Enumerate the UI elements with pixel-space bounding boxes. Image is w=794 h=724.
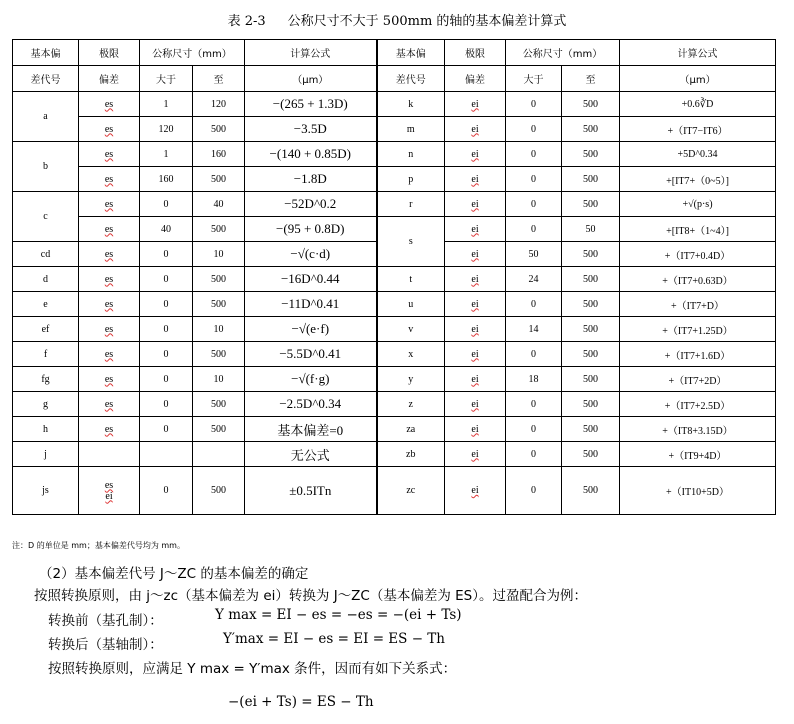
header-dev-2: 偏差 [79,66,140,92]
cell-from: 0 [140,342,193,367]
cell-formula: −2.5D^0.34 [245,392,377,417]
final-equation: −(ei + Ts) = ES − Th [228,694,374,710]
cell-deviation: ei [445,192,506,217]
table-row [13,467,776,515]
cell-deviation: ei [445,242,506,267]
cell-deviation: ei [445,317,506,342]
cell-to: 500 [562,342,620,367]
cell-code: u [377,292,445,317]
table-row [13,167,776,192]
cell-to: 120 [193,92,245,117]
cell-formula: +（IT9+4D） [620,442,776,467]
header-to-r: 至 [562,66,620,92]
cell-from: 0 [140,292,193,317]
cell-code: c [13,192,79,242]
cell-formula: −5.5D^0.41 [245,342,377,367]
paragraph-2: 按照转换原则，应满足 Y max = Y′max 条件，因而有如下关系式： [48,661,457,677]
cell-code: t [377,267,445,292]
cell-to: 10 [193,367,245,392]
cell-deviation: es [79,192,140,217]
cell-code: ef [13,317,79,342]
cell-deviation: es [79,267,140,292]
cell-formula: −(95 + 0.8D) [245,217,377,242]
header-unit-r: （μm） [620,66,776,92]
header-size: 公称尺寸（mm） [140,40,245,66]
cell-code: d [13,267,79,292]
cell-deviation: es [79,417,140,442]
table-row [13,92,776,117]
cell-deviation: ei [445,367,506,392]
section-title: （2）基本偏差代号 J～ZC 的基本偏差的确定 [39,566,309,582]
header-formula: 计算公式 [245,40,377,66]
cell-formula: −(265 + 1.3D) [245,92,377,117]
cell-from: 0 [506,117,562,142]
cell-to: 500 [562,417,620,442]
cell-to: 500 [193,267,245,292]
table-body [13,92,776,515]
cell-formula: +[IT8+（1~4）] [620,217,776,242]
cell-formula: +（IT7+0.63D） [620,267,776,292]
cell-deviation: es [79,317,140,342]
cell-deviation: ei [445,92,506,117]
cell-formula: +（IT7+1.6D） [620,342,776,367]
cell-to: 50 [562,217,620,242]
before-label: 转换前（基孔制）： [48,613,163,629]
cell-to [193,442,245,467]
after-label: 转换后（基轴制）： [48,637,163,653]
cell-to: 500 [193,392,245,417]
cell-code: n [377,142,445,167]
cell-code: r [377,192,445,217]
header-code-2-r: 差代号 [377,66,445,92]
cell-to: 500 [193,167,245,192]
cell-code: e [13,292,79,317]
cell-formula: +（IT7+0.4D） [620,242,776,267]
header-size-r: 公称尺寸（mm） [506,40,620,66]
table-row [13,317,776,342]
table-row [13,392,776,417]
cell-from: 14 [506,317,562,342]
header-code-2: 差代号 [13,66,79,92]
header-dev-r: 极限 [445,40,506,66]
table-number: 表 2-3 [227,13,266,29]
cell-formula: +[IT7+（0~5）] [620,167,776,192]
cell-formula: +（IT7+D） [620,292,776,317]
cell-to: 500 [562,167,620,192]
cell-to: 500 [562,392,620,417]
cell-to: 500 [562,317,620,342]
header-code: 基本偏 [13,40,79,66]
cell-deviation: es [79,117,140,142]
cell-from: 0 [506,192,562,217]
table-caption [0,4,794,34]
cell-from: 1 [140,92,193,117]
cell-to: 500 [562,367,620,392]
cell-from: 1 [140,142,193,167]
cell-to: 500 [562,117,620,142]
cell-code: p [377,167,445,192]
cell-deviation: es [79,142,140,167]
cell-formula: −1.8D [245,167,377,192]
cell-from: 0 [506,292,562,317]
cell-from: 0 [506,217,562,242]
cell-deviation: es ei [79,467,140,515]
header-unit: （μm） [245,66,377,92]
header-code-r: 基本偏 [377,40,445,66]
header-row-2 [13,66,776,92]
cell-to: 500 [193,117,245,142]
table-row [13,442,776,467]
cell-from: 0 [140,367,193,392]
cell-to: 500 [562,242,620,267]
cell-to: 40 [193,192,245,217]
cell-code: b [13,142,79,192]
cell-formula: −16D^0.44 [245,267,377,292]
cell-from: 0 [506,392,562,417]
cell-to: 500 [562,92,620,117]
cell-to: 500 [562,142,620,167]
header-gt: 大于 [140,66,193,92]
cell-from: 0 [506,92,562,117]
table-title: 公称尺寸不大于 500mm 的轴的基本偏差计算式 [287,13,567,29]
header-row-1 [13,40,776,66]
cell-deviation: es [79,392,140,417]
cell-deviation: ei [445,267,506,292]
table-row [13,192,776,217]
cell-formula: −√(e·f) [245,317,377,342]
cell-deviation: ei [445,117,506,142]
cell-deviation: ei [445,217,506,242]
cell-from: 0 [506,417,562,442]
cell-code: g [13,392,79,417]
cell-to: 500 [193,217,245,242]
cell-deviation [79,442,140,467]
cell-code: y [377,367,445,392]
cell-deviation: es [79,292,140,317]
cell-code: v [377,317,445,342]
cell-from: 0 [140,392,193,417]
header-dev: 极限 [79,40,140,66]
cell-code: f [13,342,79,367]
cell-from: 160 [140,167,193,192]
cell-formula: +（IT10+5D） [620,467,776,515]
cell-formula: −√(c·d) [245,242,377,267]
cell-formula: +（IT8+3.15D） [620,417,776,442]
cell-to: 10 [193,242,245,267]
cell-formula: 无公式 [245,442,377,467]
cell-formula: +5D^0.34 [620,142,776,167]
table-row [13,117,776,142]
cell-formula: +（IT7+2.5D） [620,392,776,417]
cell-code: fg [13,367,79,392]
cell-to: 500 [562,467,620,515]
cell-from [140,442,193,467]
table-row [13,367,776,392]
cell-from: 18 [506,367,562,392]
table-row [13,342,776,367]
cell-from: 0 [140,317,193,342]
cell-from: 0 [140,192,193,217]
table-note: 注：D 的单位是 mm；基本偏差代号均为 mm。 [12,541,185,550]
cell-deviation: ei [445,292,506,317]
cell-code: j [13,442,79,467]
table-row [13,292,776,317]
cell-from: 0 [140,417,193,442]
cell-from: 0 [140,467,193,515]
cell-formula: +√(p·s) [620,192,776,217]
cell-formula: +（IT7−IT6） [620,117,776,142]
cell-deviation: es [79,92,140,117]
header-gt-r: 大于 [506,66,562,92]
cell-to: 500 [193,467,245,515]
cell-code: a [13,92,79,142]
cell-to: 500 [193,292,245,317]
cell-from: 50 [506,242,562,267]
cell-deviation: es [79,242,140,267]
cell-formula: ±0.5ITn [245,467,377,515]
cell-deviation: es [79,217,140,242]
cell-deviation: es [79,167,140,192]
cell-code: z [377,392,445,417]
cell-to: 500 [193,417,245,442]
cell-code: za [377,417,445,442]
cell-from: 0 [506,167,562,192]
cell-deviation: ei [445,142,506,167]
cell-to: 500 [562,192,620,217]
table-row [13,142,776,167]
cell-to: 160 [193,142,245,167]
cell-from: 0 [506,342,562,367]
cell-deviation: es [79,367,140,392]
cell-formula: +（IT7+2D） [620,367,776,392]
cell-deviation: es [79,342,140,367]
cell-deviation: ei [445,417,506,442]
cell-formula: −52D^0.2 [245,192,377,217]
cell-formula: −11D^0.41 [245,292,377,317]
cell-to: 10 [193,317,245,342]
paragraph-1: 按照转换原则，由 j～zc（基本偏差为 ei）转换为 J～ZC（基本偏差为 ES）。过盈配合为例： [34,588,587,604]
cell-formula: −3.5D [245,117,377,142]
cell-formula: −(140 + 0.85D) [245,142,377,167]
header-dev-2-r: 偏差 [445,66,506,92]
deviation-table [12,39,776,515]
cell-deviation: ei [445,392,506,417]
cell-formula: +（IT7+1.25D） [620,317,776,342]
table-row [13,267,776,292]
cell-to: 500 [562,292,620,317]
cell-code: s [377,217,445,267]
header-to: 至 [193,66,245,92]
cell-code: x [377,342,445,367]
cell-formula: 基本偏差=0 [245,417,377,442]
cell-from: 120 [140,117,193,142]
cell-formula: +0.6∛D [620,92,776,117]
cell-to: 500 [562,267,620,292]
cell-code: m [377,117,445,142]
cell-deviation: ei [445,342,506,367]
cell-from: 0 [140,242,193,267]
cell-deviation: ei [445,442,506,467]
cell-deviation: ei [445,467,506,515]
table-row [13,217,776,242]
cell-from: 0 [140,267,193,292]
cell-code: js [13,467,79,515]
cell-code: cd [13,242,79,267]
cell-from: 0 [506,467,562,515]
cell-code: k [377,92,445,117]
cell-from: 0 [506,442,562,467]
cell-code: h [13,417,79,442]
cell-from: 0 [506,142,562,167]
cell-to: 500 [193,342,245,367]
table-row [13,417,776,442]
cell-from: 24 [506,267,562,292]
cell-code: zc [377,467,445,515]
cell-to: 500 [562,442,620,467]
cell-from: 40 [140,217,193,242]
before-equation: Y max = EI − es = −es = −(ei + Ts) [215,607,462,623]
cell-code: zb [377,442,445,467]
cell-deviation: ei [445,167,506,192]
header-formula-r: 计算公式 [620,40,776,66]
after-equation: Y′max = EI − es = EI = ES − Th [223,631,446,647]
cell-formula: −√(f·g) [245,367,377,392]
